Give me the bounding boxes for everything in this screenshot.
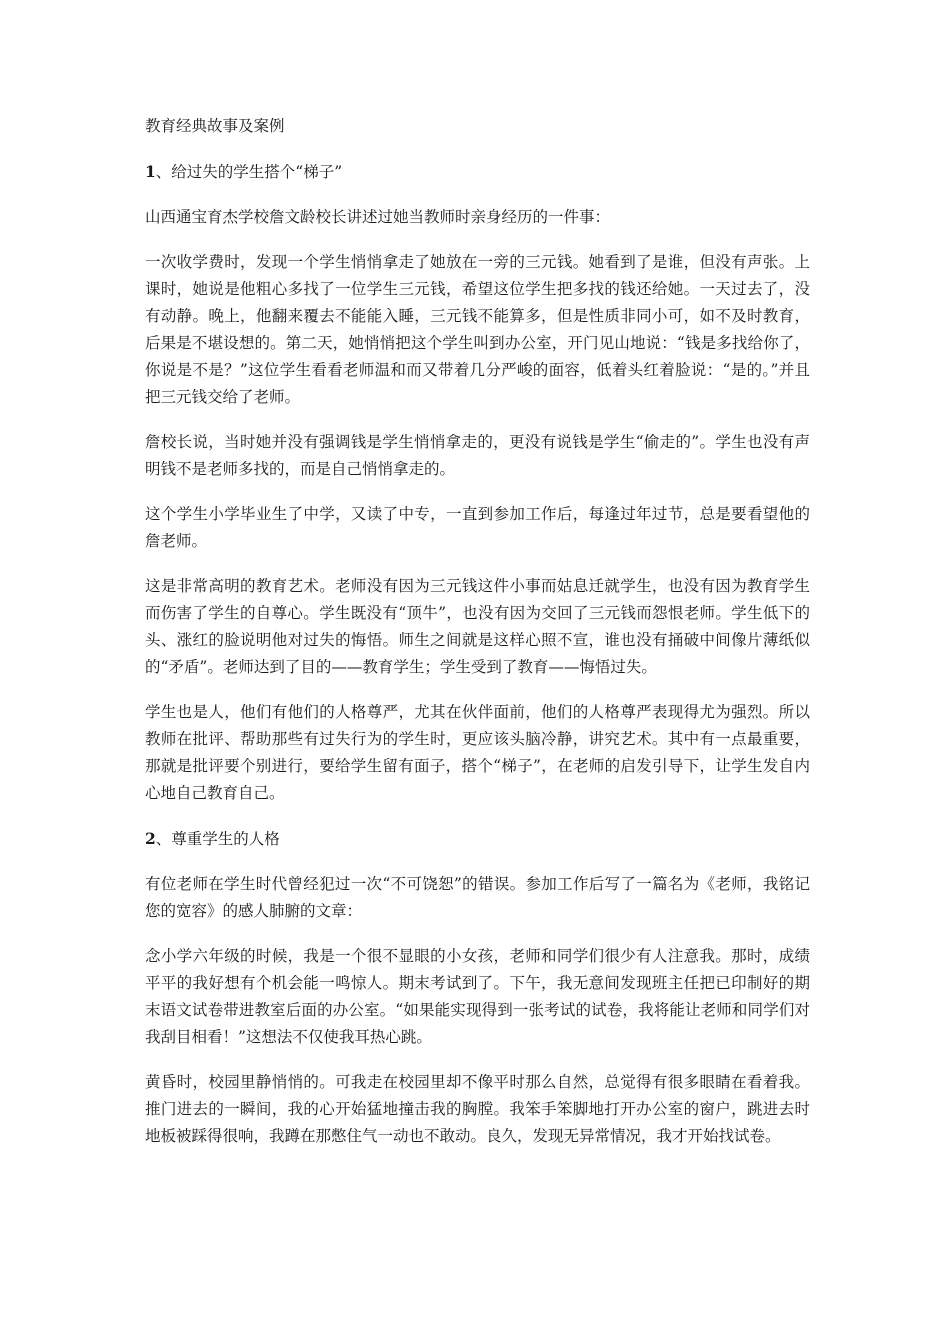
paragraph: 詹校长说，当时她并没有强调钱是学生悄悄拿走的，更没有说钱是学生“偷走的”。学生也没有声 明钱不是老师多找的，而是自己悄悄拿走的。 bbox=[145, 433, 810, 478]
section-number: 2 bbox=[145, 829, 156, 848]
section-number: 1 bbox=[145, 162, 156, 181]
paragraph: 一次收学费时，发现一个学生悄悄拿走了她放在一旁的三元钱。她看到了是谁，但没有声张。上课时，她说是他粗心多找了一位学生三元钱，希望这位学生把多找的钱还给她。一天过去了，没有动静。晚上，他翻来覆去不能能入睡，三元钱不能算多，但是性质非同小可，如不及时教育，后果是不堪设想的。第二天，她悄悄把这个学生叫到办公室，开门见山地说：“钱是多找给你了，你说是不是？”这位学生看看老师温和而又带着几分严峻的面容，低着头红着脸说：“是的。”并且把三元钱交给了老师。 bbox=[145, 253, 810, 406]
section-1 bbox=[145, 158, 810, 807]
document-page bbox=[145, 113, 810, 1168]
section-title: 、尊重学生的人格 bbox=[155, 830, 280, 848]
section-2 bbox=[145, 825, 810, 1150]
paragraph: 有位老师在学生时代曾经犯过一次“不可饶恕”的错误。参加工作后写了一篇名为《老师，我铭记您的宽容》的感人肺腑的文章： bbox=[145, 875, 810, 920]
paragraph: 山西通宝育杰学校詹文龄校长讲述过她当教师时亲身经历的一件事： bbox=[145, 208, 611, 226]
paragraph: 这个学生小学毕业生了中学，又读了中专，一直到参加工作后，每逢过年过节，总是要看望他的詹老师。 bbox=[145, 505, 810, 550]
section-heading bbox=[145, 825, 810, 853]
section-heading bbox=[145, 158, 810, 186]
paragraph: 学生也是人，他们有他们的人格尊严，尤其在伙伴面前，他们的人格尊严表现得尤为强烈。所以教师在批评、帮助那些有过失行为的学生时，更应该头脑冷静，讲究艺术。其中有一点最重要，那就是批评要个别进行，要给学生留有面子，搭个“梯子”，在老师的启发引导下，让学生发自内心地自己教育自己。 bbox=[145, 703, 810, 802]
paragraph: 这是非常高明的教育艺术。老师没有因为三元钱这件小事而姑息迁就学生，也没有因为教育学生而伤害了学生的自尊心。学生既没有“顶牛”，也没有因为交回了三元钱而怨恨老师。学生低下的头、涨红的脸说明他对过失的悔悟。师生之间就是这样心照不宣，谁也没有捅破中间像片薄纸似的“矛盾”。老师达到了目的——教育学生；学生受到了教育——悔悟过失。 bbox=[145, 577, 810, 676]
paragraph: 黄昏时，校园里静悄悄的。可我走在校园里却不像平时那么自然，总觉得有很多眼睛在看着我。推门进去的一瞬间，我的心开始猛地撞击我的胸膛。我笨手笨脚地打开办公室的窗户，跳进去时地板被踩得很响，我蹲在那憋住气一动也不敢动。良久，发现无异常情况，我才开始找试卷。 bbox=[145, 1073, 810, 1145]
section-title: 、给过失的学生搭个“梯子” bbox=[155, 163, 343, 181]
paragraph: 念小学六年级的时候，我是一个很不显眼的小女孩，老师和同学们很少有人注意我。那时，成绩平平的我好想有个机会能一鸣惊人。期末考试到了。下午，我无意间发现班主任把已印制好的期末语文试卷带进教室后面的办公室。“如果能实现得到一张考试的试卷，我将能让老师和同学们对我刮目相看！”这想法不仅使我耳热心跳。 bbox=[145, 947, 810, 1046]
document-title: 教育经典故事及案例 bbox=[145, 117, 285, 135]
